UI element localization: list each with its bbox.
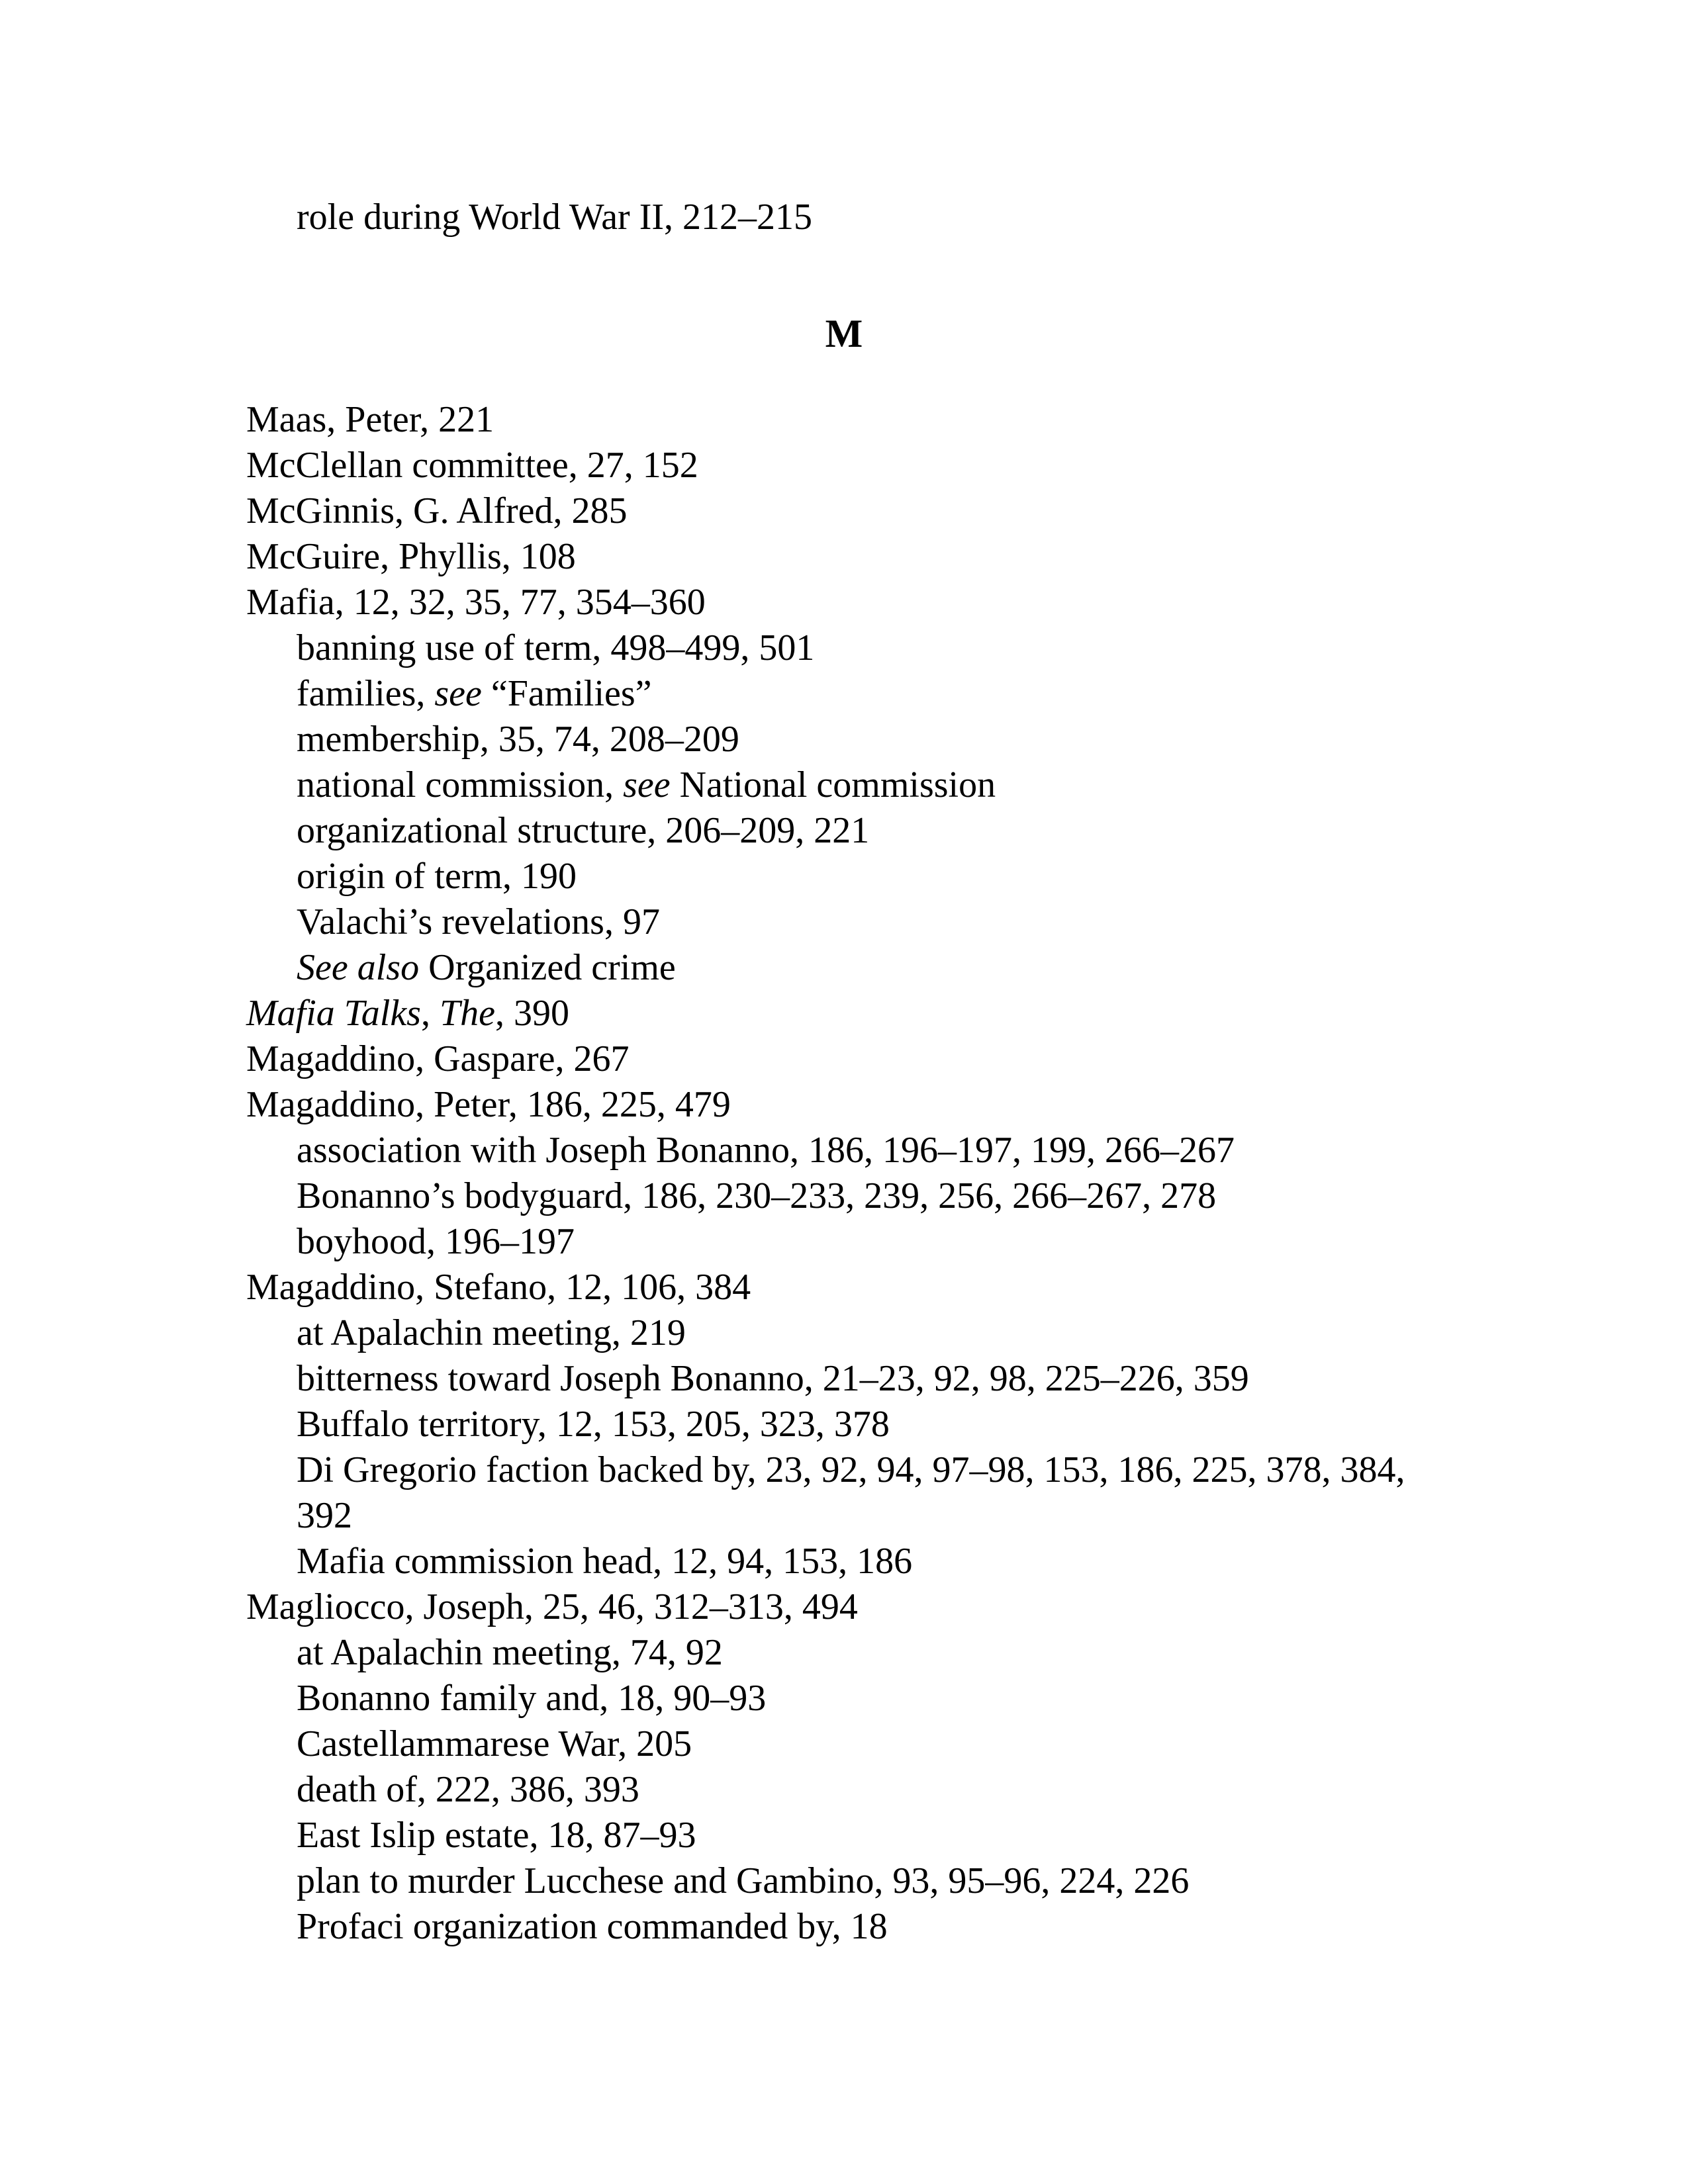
book-title-article: The: [439, 993, 495, 1034]
cross-reference-target: “Families”: [481, 673, 652, 714]
index-subentry: East Islip estate, 18, 87–93: [297, 1815, 696, 1856]
index-subentry: bitterness toward Joseph Bonanno, 21–23, 92, 98, 225–226, 359: [297, 1358, 1249, 1399]
index-subentry-continuation: 392: [297, 1495, 352, 1536]
index-subentry: Castellammarese War, 205: [297, 1723, 692, 1764]
index-entry: Magaddino, Stefano, 12, 106, 384: [246, 1267, 751, 1308]
index-entry: McClellan committee, 27, 152: [246, 445, 698, 486]
index-subentry: Bonanno family and, 18, 90–93: [297, 1678, 767, 1719]
index-subentry-cross-reference: [246, 762, 1504, 808]
index-entry: Maas, Peter, 221: [246, 399, 494, 440]
index-subentry: at Apalachin meeting, 219: [297, 1312, 686, 1353]
see-label: see: [623, 764, 671, 805]
index-subentry: association with Joseph Bonanno, 186, 196–197, 199, 266–267: [297, 1130, 1235, 1171]
index-entry-book-title: [246, 991, 1504, 1036]
title-separator: ,: [420, 993, 440, 1034]
index-entry: McGinnis, G. Alfred, 285: [246, 490, 628, 531]
index-entries: [246, 397, 1504, 1950]
cross-reference-target: National commission: [670, 764, 996, 805]
page-reference: , 390: [494, 993, 569, 1034]
index-subentry-see-also: [246, 945, 1504, 991]
cross-reference-target: Organized crime: [419, 947, 676, 988]
index-subentry: origin of term, 190: [297, 856, 577, 897]
index-subentry: plan to murder Lucchese and Gambino, 93, 95–96, 224, 226: [297, 1860, 1190, 1901]
index-subentry: Profaci organization commanded by, 18: [297, 1906, 888, 1947]
index-entry: Magliocco, Joseph, 25, 46, 312–313, 494: [246, 1586, 858, 1627]
index-subentry: boyhood, 196–197: [297, 1221, 575, 1262]
index-subentry: Bonanno’s bodyguard, 186, 230–233, 239, 256, 266–267, 278: [297, 1175, 1217, 1216]
index-subentry-carried-over: role during World War II, 212–215: [297, 197, 812, 238]
see-label: see: [434, 673, 482, 714]
index-subentry: membership, 35, 74, 208–209: [297, 719, 739, 760]
index-entry: Magaddino, Gaspare, 267: [246, 1038, 630, 1079]
index-subentry: Buffalo territory, 12, 153, 205, 323, 378: [297, 1404, 890, 1445]
index-subentry: Di Gregorio faction backed by, 23, 92, 94, 97–98, 153, 186, 225, 378, 384,: [297, 1449, 1405, 1490]
index-entry: McGuire, Phyllis, 108: [246, 536, 576, 577]
subentry-text: families,: [297, 673, 435, 714]
index-subentry: at Apalachin meeting, 74, 92: [297, 1632, 723, 1673]
index-subentry: organizational structure, 206–209, 221: [297, 810, 870, 851]
index-subentry: death of, 222, 386, 393: [297, 1769, 639, 1810]
section-letter-heading: M: [825, 312, 863, 355]
index-subentry: banning use of term, 498–499, 501: [297, 627, 815, 668]
index-subentry: Mafia commission head, 12, 94, 153, 186: [297, 1541, 913, 1582]
index-entry: Mafia, 12, 32, 35, 77, 354–360: [246, 582, 706, 623]
index-subentry: Valachi’s revelations, 97: [297, 901, 660, 942]
index-subentry-cross-reference: [246, 671, 1504, 717]
subentry-text: national commission,: [297, 764, 624, 805]
book-title: Mafia Talks: [246, 993, 421, 1034]
see-also-label: See also: [297, 947, 420, 988]
index-entry: Magaddino, Peter, 186, 225, 479: [246, 1084, 731, 1125]
